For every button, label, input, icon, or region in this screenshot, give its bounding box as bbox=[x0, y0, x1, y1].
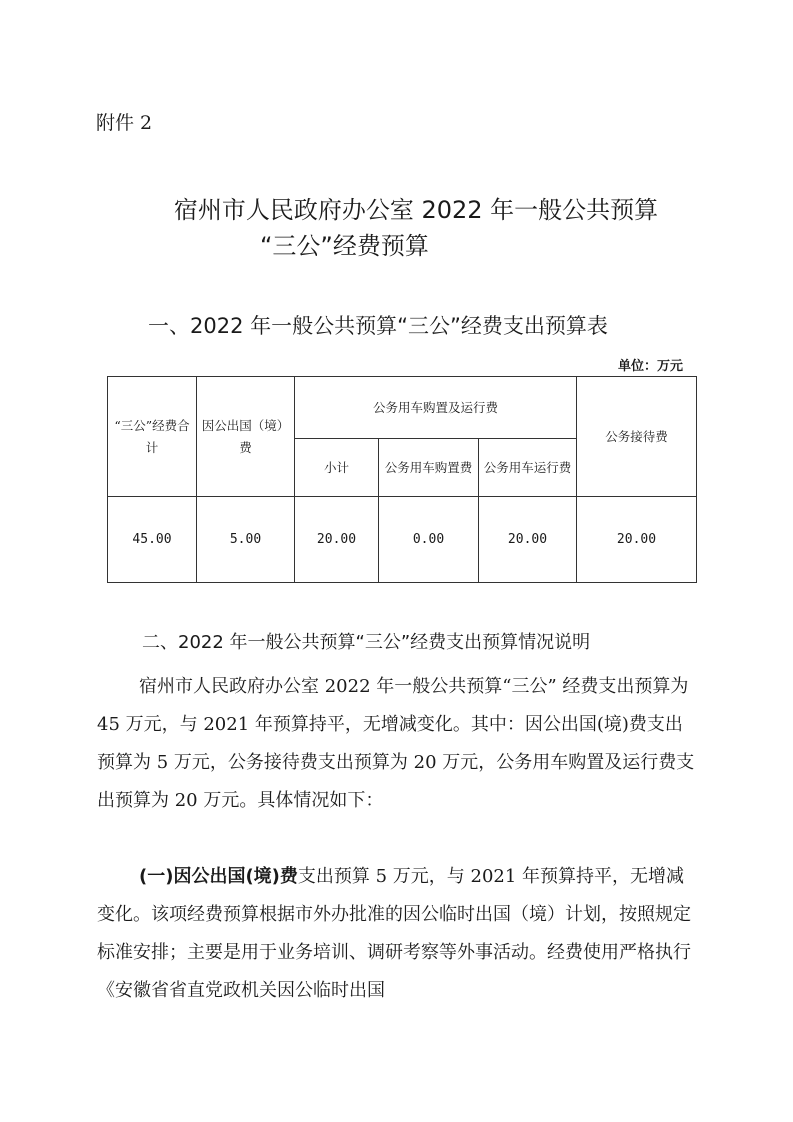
value-vehicle-operation: 20.00 bbox=[479, 497, 577, 583]
paragraph-2-bold-lead: (一)因公出国(境)费 bbox=[139, 866, 298, 887]
document-title-line1: 宿州市人民政府办公室 2022 年一般公共预算 bbox=[173, 196, 659, 224]
table-header-row-1 bbox=[108, 377, 697, 439]
attachment-label: 附件 2 bbox=[96, 112, 153, 134]
header-total: “三公”经费合计 bbox=[108, 377, 197, 497]
value-abroad: 5.00 bbox=[197, 497, 295, 583]
header-vehicle-group: 公务用车购置及运行费 bbox=[295, 377, 577, 439]
document-title-line2: “三公”经费预算 bbox=[260, 232, 429, 260]
header-vehicle-operation: 公务用车运行费 bbox=[479, 439, 577, 497]
section2-heading: 二、2022 年一般公共预算“三公”经费支出预算情况说明 bbox=[142, 632, 591, 653]
value-reception: 20.00 bbox=[577, 497, 697, 583]
header-abroad: 因公出国（境）费 bbox=[197, 377, 295, 497]
paragraph-2 bbox=[97, 858, 697, 1010]
header-vehicle-purchase: 公务用车购置费 bbox=[379, 439, 479, 497]
paragraph-1 bbox=[97, 668, 697, 820]
value-vehicle-purchase: 0.00 bbox=[379, 497, 479, 583]
unit-label: 单位：万元 bbox=[617, 359, 683, 374]
header-reception: 公务接待费 bbox=[577, 377, 697, 497]
value-vehicle-subtotal: 20.00 bbox=[295, 497, 379, 583]
value-total: 45.00 bbox=[108, 497, 197, 583]
section1-heading: 一、2022 年一般公共预算“三公”经费支出预算表 bbox=[148, 314, 608, 338]
budget-table bbox=[107, 376, 697, 583]
paragraph-1-text: 宿州市人民政府办公室 2022 年一般公共预算“三公” 经费支出预算为 45 万元，与 2021 年预算持平，无增减变化。其中：因公出国(境)费支出预算为 5 万元，公务接待费支出预算为 20 万元，公务用车购置及运行费支出预算为 20 万元。具体情况如下： bbox=[97, 676, 695, 811]
paragraph-2-text: 支出预算 5 万元，与 2021 年预算持平，无增减变化。该项经费预算根据市外办批准的因公临时出国（境）计划，按照规定标准安排；主要是用于业务培训、调研考察等外事活动。经费使用严格执行《安徽省省直党政机关因公临时出国 bbox=[97, 866, 691, 1001]
header-vehicle-subtotal: 小计 bbox=[295, 439, 379, 497]
table-row bbox=[108, 497, 697, 583]
